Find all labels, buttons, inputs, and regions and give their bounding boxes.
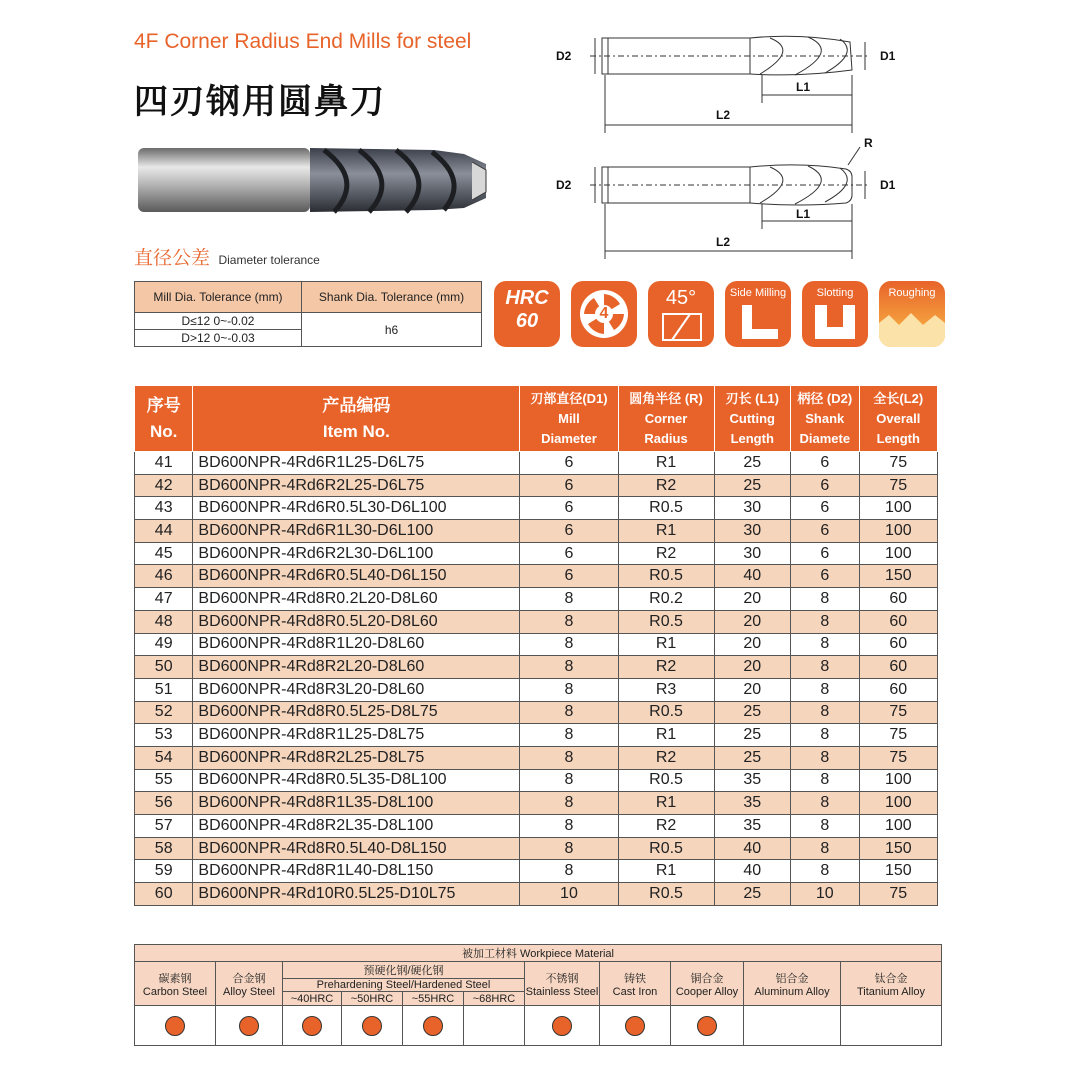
diagram-square-end [556,36,896,133]
cell-overall-length: 60 [859,678,937,701]
cell-shank-diameter: 8 [790,769,859,792]
cell-shank-diameter: 8 [790,837,859,860]
cell-item-no: BD600NPR-4Rd8R2L20-D8L60 [193,656,520,679]
cell-mill-diameter: 6 [520,474,618,497]
label-d2-top: D2 [556,49,572,63]
wp-hrc-40: ~40HRC [283,992,342,1006]
cell-mill-diameter: 8 [520,724,618,747]
table-row [135,610,938,633]
cell-mill-diameter: 8 [520,588,618,611]
cell-cutting-length: 25 [714,883,790,906]
cell-shank-diameter: 8 [790,724,859,747]
title-chinese: 四刃钢用圆鼻刀 [134,82,386,122]
suitable-dot-icon [552,1016,572,1036]
suitability-cell-hrc50 [342,1006,403,1046]
table-row [135,815,938,838]
cell-no: 55 [135,769,193,792]
cell-no: 49 [135,633,193,656]
cell-shank-diameter: 6 [790,474,859,497]
cell-mill-diameter: 8 [520,792,618,815]
suitability-cell-stainless [525,1006,600,1046]
suitable-dot-icon [423,1016,443,1036]
cell-mill-diameter: 8 [520,837,618,860]
cell-corner-radius: R0.5 [618,701,714,724]
cell-cutting-length: 20 [714,610,790,633]
cell-cutting-length: 40 [714,565,790,588]
cell-cutting-length: 25 [714,452,790,475]
cell-no: 57 [135,815,193,838]
roughing-icon: Roughing [879,281,945,347]
cell-corner-radius: R2 [618,474,714,497]
table-row [135,769,938,792]
wp-aluminum-alloy: 铝合金 Aluminum Alloy [744,962,841,1006]
cell-no: 58 [135,837,193,860]
wp-stainless-steel: 不锈钢 Stainless Steel [525,962,600,1006]
table-row [135,656,938,679]
cell-corner-radius: R2 [618,746,714,769]
cell-cutting-length: 30 [714,520,790,543]
cell-overall-length: 60 [859,633,937,656]
suitability-cell-carbon [135,1006,216,1046]
cell-shank-diameter: 8 [790,701,859,724]
cell-corner-radius: R2 [618,656,714,679]
table-row [135,746,938,769]
wp-hrc-50: ~50HRC [342,992,403,1006]
cell-shank-diameter: 6 [790,520,859,543]
feature-icons [494,281,945,347]
table-row [135,678,938,701]
cell-corner-radius: R1 [618,724,714,747]
cell-overall-length: 75 [859,701,937,724]
cell-corner-radius: R0.5 [618,883,714,906]
cell-item-no: BD600NPR-4Rd8R1L20-D8L60 [193,633,520,656]
col-corner-radius: 圆角半径 (R) Corner Radius [618,386,714,452]
cell-corner-radius: R3 [618,678,714,701]
title-english: 4F Corner Radius End Mills for steel [134,30,472,53]
cell-corner-radius: R0.5 [618,837,714,860]
suitable-dot-icon [625,1016,645,1036]
cell-corner-radius: R0.5 [618,565,714,588]
tolerance-table [134,281,482,347]
cell-overall-length: 75 [859,474,937,497]
table-row [135,633,938,656]
cell-mill-diameter: 6 [520,520,618,543]
cell-no: 59 [135,860,193,883]
workpiece-suitability-row [135,1006,942,1046]
cell-item-no: BD600NPR-4Rd6R2L25-D6L75 [193,474,520,497]
suitability-cell-hrc55 [403,1006,464,1046]
suitable-dot-icon [302,1016,322,1036]
table-row [135,724,938,747]
table-row [135,837,938,860]
wp-hardened-steel-zh: 预硬化钢/硬化钢 [283,962,525,979]
cell-item-no: BD600NPR-4Rd6R2L30-D6L100 [193,542,520,565]
cell-overall-length: 75 [859,746,937,769]
cell-no: 47 [135,588,193,611]
workpiece-title: 被加工材料 Workpiece Material [135,945,942,962]
cell-shank-diameter: 8 [790,815,859,838]
wp-titanium-alloy: 钛合金 Titanium Alloy [841,962,942,1006]
suitability-cell-castiron [600,1006,671,1046]
label-l2-bottom: L2 [716,235,731,249]
cell-shank-diameter: 8 [790,610,859,633]
suitability-cell-titanium [841,1006,942,1046]
label-l1-top: L1 [796,80,811,94]
wp-hrc-55: ~55HRC [403,992,464,1006]
slotting-icon: Slotting [802,281,868,347]
cell-mill-diameter: 8 [520,656,618,679]
cell-shank-diameter: 8 [790,633,859,656]
cell-no: 51 [135,678,193,701]
cell-corner-radius: R0.5 [618,610,714,633]
suitability-cell-hrc40 [283,1006,342,1046]
suitable-dot-icon [697,1016,717,1036]
cell-cutting-length: 35 [714,769,790,792]
cell-mill-diameter: 8 [520,633,618,656]
tolerance-heading-zh: 直径公差 [134,247,211,269]
cell-overall-length: 75 [859,452,937,475]
cell-shank-diameter: 8 [790,656,859,679]
cell-overall-length: 60 [859,588,937,611]
label-l1-bottom: L1 [796,207,811,221]
suitability-cell-alloy [216,1006,283,1046]
cell-item-no: BD600NPR-4Rd8R2L25-D8L75 [193,746,520,769]
cell-mill-diameter: 8 [520,701,618,724]
cell-shank-diameter: 8 [790,792,859,815]
table-row [135,701,938,724]
wp-copper-alloy: 铜合金 Cooper Alloy [671,962,744,1006]
col-no: 序号 No. [135,386,193,452]
cell-no: 41 [135,452,193,475]
cell-item-no: BD600NPR-4Rd8R0.5L25-D8L75 [193,701,520,724]
cell-shank-diameter: 6 [790,542,859,565]
table-row [135,565,938,588]
cell-no: 54 [135,746,193,769]
cell-no: 43 [135,497,193,520]
suitability-cell-hrc68 [464,1006,525,1046]
cell-item-no: BD600NPR-4Rd8R3L20-D8L60 [193,678,520,701]
tolerance-shank-value: h6 [302,313,482,347]
label-d1-top: D1 [880,49,896,63]
cell-cutting-length: 20 [714,633,790,656]
cell-no: 52 [135,701,193,724]
cell-item-no: BD600NPR-4Rd8R1L35-D8L100 [193,792,520,815]
cell-cutting-length: 35 [714,792,790,815]
cell-item-no: BD600NPR-4Rd10R0.5L25-D10L75 [193,883,520,906]
cell-mill-diameter: 8 [520,746,618,769]
cell-shank-diameter: 10 [790,883,859,906]
label-d2-bottom: D2 [556,178,572,192]
col-shank-diameter: 柄径 (D2) Shank Diamete [790,386,859,452]
table-row [135,883,938,906]
cell-mill-diameter: 8 [520,860,618,883]
helix-angle-45-icon: 45° [648,281,714,347]
cell-shank-diameter: 8 [790,860,859,883]
cell-cutting-length: 35 [714,815,790,838]
cell-overall-length: 150 [859,565,937,588]
hrc-60-icon: HRC 60 [494,281,560,347]
cell-corner-radius: R1 [618,792,714,815]
cell-mill-diameter: 6 [520,452,618,475]
cell-mill-diameter: 8 [520,769,618,792]
cell-no: 45 [135,542,193,565]
cell-corner-radius: R1 [618,452,714,475]
tolerance-heading [134,243,320,270]
cell-shank-diameter: 6 [790,452,859,475]
suitability-cell-copper [671,1006,744,1046]
cell-overall-length: 100 [859,497,937,520]
cell-overall-length: 100 [859,542,937,565]
cell-overall-length: 100 [859,792,937,815]
cell-item-no: BD600NPR-4Rd6R1L30-D6L100 [193,520,520,543]
cell-mill-diameter: 10 [520,883,618,906]
cell-overall-length: 75 [859,724,937,747]
cell-mill-diameter: 6 [520,497,618,520]
cell-item-no: BD600NPR-4Rd8R2L35-D8L100 [193,815,520,838]
col-cutting-length: 刃长 (L1) Cutting Length [714,386,790,452]
table-row [135,520,938,543]
cell-shank-diameter: 8 [790,588,859,611]
product-table [134,385,938,906]
cell-cutting-length: 30 [714,497,790,520]
table-row [135,497,938,520]
cell-item-no: BD600NPR-4Rd6R0.5L30-D6L100 [193,497,520,520]
suitable-dot-icon [362,1016,382,1036]
cell-no: 53 [135,724,193,747]
cell-corner-radius: R0.2 [618,588,714,611]
col-item-no: 产品编码 Item No. [193,386,520,452]
cell-no: 50 [135,656,193,679]
cell-corner-radius: R0.5 [618,769,714,792]
end-mill-product-image [134,140,494,220]
cell-item-no: BD600NPR-4Rd6R0.5L40-D6L150 [193,565,520,588]
label-l2-top: L2 [716,108,731,122]
product-table-body [135,452,938,906]
cell-cutting-length: 25 [714,724,790,747]
wp-carbon-steel: 碳素钢 Carbon Steel [135,962,216,1006]
cell-item-no: BD600NPR-4Rd8R0.5L40-D8L150 [193,837,520,860]
cell-shank-diameter: 8 [790,678,859,701]
cell-overall-length: 100 [859,520,937,543]
cell-cutting-length: 25 [714,746,790,769]
cell-no: 48 [135,610,193,633]
cell-mill-diameter: 8 [520,610,618,633]
label-d1-bottom: D1 [880,178,896,192]
cell-shank-diameter: 8 [790,746,859,769]
cell-mill-diameter: 8 [520,678,618,701]
cell-corner-radius: R0.5 [618,497,714,520]
tolerance-col-shank: Shank Dia. Tolerance (mm) [302,282,482,313]
cell-item-no: BD600NPR-4Rd8R0.5L20-D8L60 [193,610,520,633]
tolerance-row-2: D>12 0~-0.03 [135,330,302,347]
cell-no: 60 [135,883,193,906]
cell-corner-radius: R2 [618,542,714,565]
table-row [135,792,938,815]
cell-cutting-length: 20 [714,588,790,611]
wp-hardened-steel-en: Prehardening Steel/Hardened Steel [283,979,525,992]
tolerance-heading-en: Diameter tolerance [218,253,320,267]
cell-overall-length: 75 [859,883,937,906]
suitability-cell-aluminum [744,1006,841,1046]
suitable-dot-icon [165,1016,185,1036]
cell-corner-radius: R2 [618,815,714,838]
side-milling-icon: Side Milling [725,281,791,347]
cell-mill-diameter: 6 [520,565,618,588]
cell-mill-diameter: 6 [520,542,618,565]
cell-item-no: BD600NPR-4Rd8R1L25-D8L75 [193,724,520,747]
cell-item-no: BD600NPR-4Rd8R1L40-D8L150 [193,860,520,883]
cell-cutting-length: 25 [714,474,790,497]
cell-item-no: BD600NPR-4Rd8R0.5L35-D8L100 [193,769,520,792]
cell-cutting-length: 20 [714,656,790,679]
cell-no: 44 [135,520,193,543]
col-mill-diameter: 刃部直径(D1) Mill Diameter [520,386,618,452]
cell-item-no: BD600NPR-4Rd6R1L25-D6L75 [193,452,520,475]
cell-overall-length: 150 [859,860,937,883]
cell-overall-length: 100 [859,815,937,838]
table-row [135,588,938,611]
cell-no: 46 [135,565,193,588]
suitable-dot-icon [239,1016,259,1036]
wp-cast-iron: 铸铁 Cast Iron [600,962,671,1006]
col-overall-length: 全长(L2) Overall Length [859,386,937,452]
table-row [135,860,938,883]
cell-corner-radius: R1 [618,860,714,883]
cell-overall-length: 100 [859,769,937,792]
cell-no: 42 [135,474,193,497]
cell-cutting-length: 40 [714,860,790,883]
table-row [135,452,938,475]
cell-corner-radius: R1 [618,633,714,656]
cell-overall-length: 60 [859,656,937,679]
four-flute-icon: 4 [571,281,637,347]
diagram-corner-radius [556,136,896,259]
label-r: R [864,136,873,150]
cell-no: 56 [135,792,193,815]
cell-cutting-length: 30 [714,542,790,565]
cell-cutting-length: 25 [714,701,790,724]
dimension-diagrams [550,15,920,265]
tolerance-col-mill: Mill Dia. Tolerance (mm) [135,282,302,313]
cell-item-no: BD600NPR-4Rd8R0.2L20-D8L60 [193,588,520,611]
cell-mill-diameter: 8 [520,815,618,838]
cell-cutting-length: 20 [714,678,790,701]
cell-overall-length: 150 [859,837,937,860]
wp-hrc-68: ~68HRC [464,992,525,1006]
tolerance-row-1: D≤12 0~-0.02 [135,313,302,330]
table-row [135,474,938,497]
wp-alloy-steel: 合金钢 Alloy Steel [216,962,283,1006]
workpiece-material-table [134,944,942,1046]
cell-corner-radius: R1 [618,520,714,543]
cell-shank-diameter: 6 [790,497,859,520]
table-row [135,542,938,565]
cell-cutting-length: 40 [714,837,790,860]
cell-overall-length: 60 [859,610,937,633]
cell-shank-diameter: 6 [790,565,859,588]
